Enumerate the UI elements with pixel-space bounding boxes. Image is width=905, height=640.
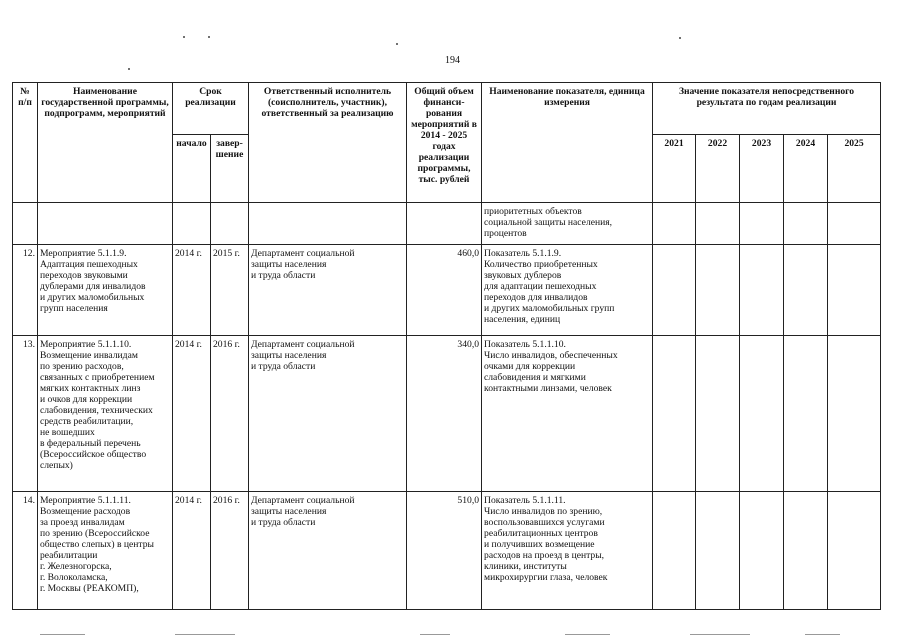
- row-name: Мероприятие 5.1.1.10. Возмещение инвалидам по зрению расходов, связанных с приобретением мягких контактных линз и очков для коррекции слабовидения, технических средств реабилитации, не вошедших в федеральный перечень (Всероссийское общество слепых): [38, 336, 173, 492]
- year-cell: [828, 492, 881, 610]
- header-end: завер- шение: [211, 135, 249, 203]
- scan-edge-line: [690, 634, 750, 635]
- row-volume: [407, 203, 482, 245]
- row-volume: 460,0: [407, 245, 482, 336]
- scan-edge-line: [565, 634, 610, 635]
- year-cell: [784, 492, 828, 610]
- header-executor: Ответственный исполнитель (соисполнитель, участник), ответственный за реализацию: [249, 83, 407, 203]
- row-name: [38, 203, 173, 245]
- row-executor: Департамент социальной защиты населения и труда области: [249, 336, 407, 492]
- table-row: [13, 203, 881, 245]
- scan-speck: [679, 37, 681, 39]
- row-indicator: приоритетных объектов социальной защиты населения, процентов: [482, 203, 653, 245]
- row-end: 2016 г.: [211, 492, 249, 610]
- scan-edge-line: [420, 634, 450, 635]
- scan-edge-line: [805, 634, 840, 635]
- header-year: 2024: [784, 135, 828, 203]
- row-start: 2014 г.: [173, 245, 211, 336]
- row-number: 12.: [13, 245, 38, 336]
- row-number: [13, 203, 38, 245]
- header-year: 2025: [828, 135, 881, 203]
- scan-speck: [183, 36, 185, 38]
- year-cell: [740, 336, 784, 492]
- row-number: 14.: [13, 492, 38, 610]
- header-indicator: Наименование показателя, единица измерения: [482, 83, 653, 203]
- scan-speck: [128, 68, 130, 70]
- row-number: 13.: [13, 336, 38, 492]
- header-term: Срок реализации: [173, 83, 249, 135]
- row-end: 2015 г.: [211, 245, 249, 336]
- row-executor: Департамент социальной защиты населения и труда области: [249, 245, 407, 336]
- year-cell: [653, 336, 696, 492]
- year-cell: [696, 492, 740, 610]
- header-year: 2021: [653, 135, 696, 203]
- header-number: № п/п: [13, 83, 38, 203]
- header-values: Значение показателя непосредственного результата по годам реализации: [653, 83, 881, 135]
- row-start: [173, 203, 211, 245]
- year-cell: [696, 336, 740, 492]
- year-cell: [784, 203, 828, 245]
- header-volume: Общий объем финанси- рования мероприятий в 2014 - 2025 годах реализации программы, тыс. рублей: [407, 83, 482, 203]
- page-number: 194: [445, 55, 460, 66]
- year-cell: [653, 245, 696, 336]
- row-volume: 510,0: [407, 492, 482, 610]
- year-cell: [784, 245, 828, 336]
- row-name: Мероприятие 5.1.1.9. Адаптация пешеходных переходов звуковыми дублерами для инвалидов и других маломобильных групп населения: [38, 245, 173, 336]
- program-table: [12, 82, 881, 610]
- year-cell: [828, 245, 881, 336]
- row-indicator: Показатель 5.1.1.10. Число инвалидов, обеспеченных очками для коррекции слабовидения и мягкими контактными линзами, человек: [482, 336, 653, 492]
- year-cell: [653, 203, 696, 245]
- scan-edge-line: [175, 634, 235, 635]
- scan-speck: [396, 43, 398, 45]
- year-cell: [696, 245, 740, 336]
- row-start: 2014 г.: [173, 336, 211, 492]
- row-name: Мероприятие 5.1.1.11. Возмещение расходов за проезд инвалидам по зрению (Всероссийское общество слепых) в центры реабилитации г. Железногорска, г. Волоколамска, г. Москвы (РЕАКОМП),: [38, 492, 173, 610]
- row-executor: Департамент социальной защиты населения и труда области: [249, 492, 407, 610]
- row-end: [211, 203, 249, 245]
- header-year: 2022: [696, 135, 740, 203]
- year-cell: [696, 203, 740, 245]
- table-row: [13, 492, 881, 610]
- table-row: [13, 245, 881, 336]
- row-start: 2014 г.: [173, 492, 211, 610]
- row-volume: 340,0: [407, 336, 482, 492]
- year-cell: [740, 245, 784, 336]
- year-cell: [740, 203, 784, 245]
- year-cell: [653, 492, 696, 610]
- row-executor: [249, 203, 407, 245]
- header-name: Наименование государственной программы, подпрограмм, мероприятий: [38, 83, 173, 203]
- row-end: 2016 г.: [211, 336, 249, 492]
- header-year: 2023: [740, 135, 784, 203]
- row-indicator: Показатель 5.1.1.11. Число инвалидов по зрению, воспользовавшихся услугами реабилитационных центров и получивших возмещение расходов на проезд в центры, клиники, институты микрохирургии глаза, человек: [482, 492, 653, 610]
- year-cell: [828, 203, 881, 245]
- year-cell: [784, 336, 828, 492]
- table-row: [13, 336, 881, 492]
- header-start: начало: [173, 135, 211, 203]
- year-cell: [740, 492, 784, 610]
- scan-speck: [208, 36, 210, 38]
- scan-edge-line: [40, 634, 85, 635]
- row-indicator: Показатель 5.1.1.9. Количество приобретенных звуковых дублеров для адаптации пешеходных переходов для инвалидов и других маломобильных групп населения, единиц: [482, 245, 653, 336]
- header-row-top: [13, 83, 881, 135]
- year-cell: [828, 336, 881, 492]
